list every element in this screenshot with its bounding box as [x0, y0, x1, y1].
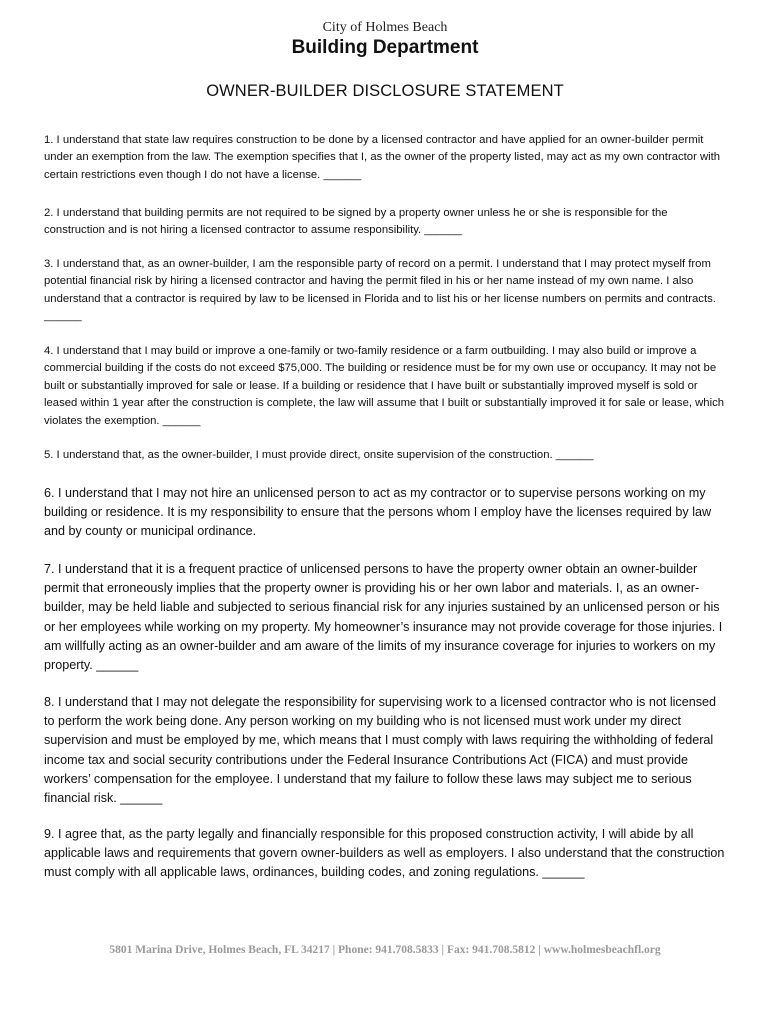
statement-1: 1. I understand that state law requires construction to be done by a licensed contractor and have applied for an owner-builder permit under an exemption from the law. The exemption specifies that I, as the owner of the property listed, may act as my own contractor with certain restrictions even though I do not have a license. ______ — [44, 134, 721, 181]
page-title: OWNER-BUILDER DISCLOSURE STATEMENT — [206, 82, 564, 100]
statement-5: 5. I understand that, as the owner-builder, I must provide direct, onsite supervision of the construction. ______ — [44, 449, 594, 461]
statement-3: 3. I understand that, as an owner-builder, I am the responsible party of record on a permit. I understand that I may protect myself from potential financial risk by hiring a licensed contractor and having the permit filed in his or her name instead of my own name. I also understand that a contractor is required by law to be licensed in Florida and to list his or her license numbers on permits and contracts. ______ — [44, 258, 716, 323]
statement-8: 8. I understand that I may not delegate the responsibility for supervising work to a licensed contractor who is not licensed to perform the work being done. Any person working on my building who is not licensed must work under my direct supervision and must be employed by me, which means that I must comply with laws requiring the withholding of federal income tax and social security contributions under the Federal Insurance Contributions Act (FICA) and must provide workers’ compensation for the employee. I understand that my failure to follow these laws may subject me to serious financial risk. ______ — [44, 695, 717, 806]
statement-2: 2. I understand that building permits are not required to be signed by a property owner unless he or she is responsible for the construction and is not hiring a licensed contractor to assume responsibility. ______ — [44, 207, 668, 237]
department-name: Building Department — [291, 37, 479, 58]
statement-6: 6. I understand that I may not hire an unlicensed person to act as my contractor or to supervise persons working on my building or residence. It is my responsibility to ensure that the persons whom I employ have the licenses required by law and by county or municipal ordinance. — [44, 486, 712, 539]
footer-contact: 5801 Marina Drive, Holmes Beach, FL 34217 | Phone: 941.708.5833 | Fax: 941.708.5812 | www.holmesbeachfl.org — [109, 944, 661, 956]
statement-9: 9. I agree that, as the party legally and financially responsible for this proposed construction activity, I will abide by all applicable laws and requirements that govern owner-builders as well as employers. I also understand that the construction must comply with all applicable laws, ordinances, building codes, and zoning regulations. ______ — [44, 827, 725, 880]
city-name: City of Holmes Beach — [322, 20, 448, 35]
statement-7: 7. I understand that it is a frequent practice of unlicensed persons to have the property owner obtain an owner-builder permit that erroneously implies that the property owner is providing his or her own labor and materials. I, as an owner-builder, may be held liable and subjected to serious financial risk for any injuries sustained by an unlicensed person or his or her employees while working on my property. My homeowner’s insurance may not provide coverage for those injuries. I am willfully acting as an owner-builder and am aware of the limits of my insurance coverage for injuries to workers on my property. ______ — [44, 562, 723, 673]
statement-4: 4. I understand that I may build or improve a one-family or two-family residence or a farm outbuilding. I may also build or improve a commercial building if the costs do not exceed $75,000. The building or residence must be for my own use or occupancy. It may not be built or substantially improved for sale or lease. If a building or residence that I have built or substantially improved myself is sold or leased within 1 year after the construction is complete, the law will assume that I built or substantially improved it for sale or lease, which violates the exemption. ______ — [44, 345, 725, 427]
